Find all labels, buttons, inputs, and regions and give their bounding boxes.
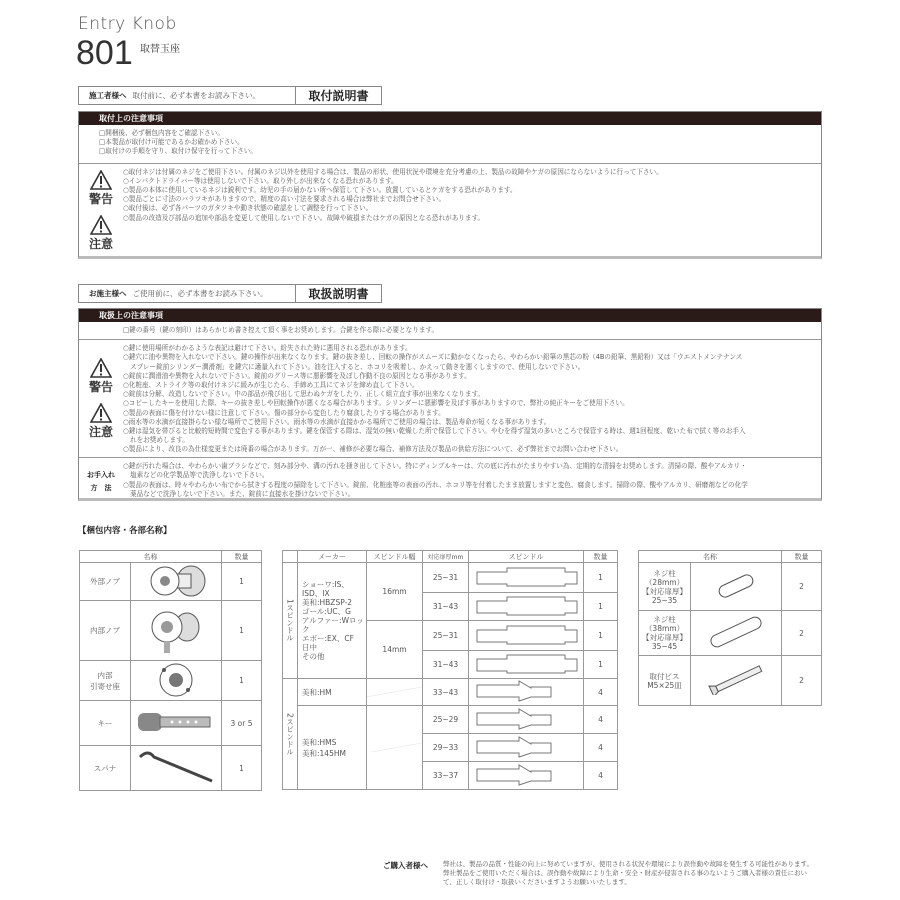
text-line: 薬品などで洗浄しないで下さい。また、錠前に直接水を掛けないで下さい。 [130, 489, 355, 498]
package-title: 【梱包内容・各部名称】 [78, 526, 172, 536]
inner-knob-image [131, 601, 222, 661]
text-line: 塩素などの化学製品等で洗浄しないで下さい。 [130, 471, 269, 480]
screw-row [639, 656, 822, 706]
text-line: ○製品の表面に傷を付けない様に注意して下さい。傷の部分から変色したり腐食したりする場合があります。 [123, 408, 445, 417]
caution-icon [89, 215, 113, 252]
part-name: スパナ [80, 746, 131, 791]
caution-label: 注意 [88, 424, 113, 439]
spindle-image [469, 651, 584, 679]
part-qty: 1 [222, 661, 262, 701]
part-row [80, 661, 262, 701]
door-thickness: 33~37 [423, 762, 469, 790]
care-label-line: お手入れ [87, 470, 115, 479]
install-doc-title: 取付説明書 [295, 87, 381, 104]
col-qty: 数量 [782, 551, 822, 563]
footer-audience: ご購入者様へ [383, 861, 428, 870]
text-line: れをお奨めします。 [130, 436, 189, 445]
spindle-group-2: 2スピンドル [283, 679, 298, 790]
warning-icons [79, 164, 123, 259]
door-thickness: 29~33 [423, 734, 469, 762]
model-number: 801 [76, 34, 133, 72]
care-instructions [123, 458, 821, 505]
spindle-qty: 1 [584, 651, 618, 679]
door-thickness: 25~31 [423, 621, 469, 651]
part-name: 内部ノブ [80, 601, 131, 661]
spindle-image [469, 762, 584, 790]
spindle-image [469, 621, 584, 651]
spindle-image [469, 563, 584, 593]
spindle-image [469, 706, 584, 734]
spindle-image [469, 679, 584, 706]
warning-icon [89, 170, 113, 207]
spindle-qty: 1 [584, 621, 618, 651]
text-line: ○化粧座、ストライク等の取付けネジに緩みが生じたら、手締め工具にてネジを締め直して下さい。 [123, 381, 419, 390]
install-strip [78, 86, 382, 105]
col-name: 名称 [80, 551, 222, 563]
handling-caution-box [78, 308, 822, 501]
not-applicable-cell [367, 679, 423, 706]
spindle-qty: 1 [584, 563, 618, 593]
handling-strip [78, 284, 382, 303]
col-qty: 数量 [584, 551, 618, 563]
screw-name: ネジ柱 （28mm） 【対応扉厚】 25~35 [639, 563, 691, 611]
spindle-row [283, 706, 618, 734]
part-qty: 1 [222, 746, 262, 791]
handling-warnings [123, 340, 821, 457]
screw-row [639, 563, 822, 611]
warning-icons [79, 340, 123, 457]
model-subtitle: 取替玉座 [140, 44, 180, 55]
text-line: ○鍵が汚れた場合は、やわらかい歯ブラシなどで、刻み部分や、溝の汚れを掻き出して下さい。特にディンプルキーは、穴の底に汚れがたまりやすい為、定期的な清掃をお奨めします。清掃の際、酸やアルカリ・ [123, 462, 747, 471]
maker-list: 美和:HMS 美和:145HM [298, 706, 367, 790]
text-line: ○錠前は分解、改造しないで下さい。中の部品が飛び出して思わぬケガをしたり、正しく組立直す事が出来なくなります。 [123, 390, 485, 399]
inner-rose-image [131, 661, 222, 701]
screws-table [638, 550, 822, 706]
text-line: ○製品の本体に使用しているネジは鋭利です。幼児の手の届かない所へ保管して下さい。放置しているとケガをする恐れがあります。 [123, 186, 517, 195]
part-row [80, 563, 262, 601]
caution-icon [89, 403, 113, 440]
text-line: スプレー錠前シリンダー潤滑剤」を鍵穴に適量入れて下さい。油を注入すると、ホコリを吸着し、かえって動きを悪くしますので、使用しないで下さい。 [130, 362, 585, 371]
install-message: 取付前に、必ず本書をお読み下さい。 [132, 91, 260, 100]
spindle-width: 16mm [367, 563, 423, 621]
spindle-group-1: 1スピンドル [283, 563, 298, 679]
text-line: ○錠前に潤滑油や異物を入れないで下さい。錠前のグリース等に悪影響を及ぼし作動不良の原因となる事があります。 [123, 371, 471, 380]
door-thickness: 31~43 [423, 651, 469, 679]
footer-disclaimer: 弊社は、製品の品質・性能の向上に努めていますが、使用される状況や環境により誤作動や故障を発生する可能性があります。弊社製品をご使用いただく場合は、誤作動や故障により生命・安全・財産が侵害される事のないようご購入者様の責任において、正しく取付け・取扱いくださいますようお願いいたします。 [443, 860, 813, 886]
part-name: 内部 引寄せ座 [80, 661, 131, 701]
text-line: ○製品ごとに寸法のバラツキがありますので、精度の高い寸法を要求される場合は弊社までお問合せ下さい。 [123, 195, 446, 204]
care-label-line: 方 法 [90, 483, 112, 492]
care-label [87, 469, 115, 495]
key-image [131, 701, 222, 746]
outer-knob-image [131, 563, 222, 601]
handling-audience: お施主様へ [89, 289, 127, 298]
text-line: ○製品の表面は、時々やわらかい布でから拭きする程度の掃除をして下さい。錠前、化粧座等の表面の汚れ、ホコリ等を付着したまま放置しますと変色、腐食します。掃除の際、酸やアルカリ、研磨剤などの化学 [123, 480, 748, 489]
screw-name: ネジ柱 （38mm） 【対応扉厚】 35~45 [639, 611, 691, 656]
part-row [80, 701, 262, 746]
spanner-image [131, 746, 222, 791]
handling-message: ご使用前に、必ず本書をお読み下さい。 [132, 289, 268, 298]
text-line: □開梱後、必ず梱包内容をご確認下さい。 [99, 129, 224, 137]
part-row [80, 746, 262, 791]
text-line: ○取付後は、必ず各パーツのガタツキや動き状態の確認をして調整を行って下さい。 [123, 204, 373, 213]
install-caution-box [78, 111, 822, 259]
part-name: キー [80, 701, 131, 746]
text-line: ○雨水等の水滴が直接掛らない様な場所でご使用下さい。雨水等の水滴が直接かかる場所でご使用の場合は、製品寿命が短くなる事があります。 [123, 417, 551, 426]
col-width: スピンドル幅 [367, 551, 423, 563]
door-thickness: 25~29 [423, 706, 469, 734]
mounting-screw-image [691, 656, 782, 706]
spindle-qty: 4 [584, 762, 618, 790]
text-line: ○製品により、改良の為仕様変更または廃番の場合があります。万が一、補修が必要な場合、補修方法及び製品の供給方法について、必ず弊社までお問い合わせ下さい。 [123, 445, 623, 454]
col-spindle: スピンドル [469, 551, 584, 563]
col-name: 名称 [639, 551, 782, 563]
col-qty: 数量 [222, 551, 262, 563]
parts-table [79, 550, 262, 791]
part-qty: 1 [222, 601, 262, 661]
maker-list: 美和:HM [298, 679, 367, 706]
warning-label: 警告 [88, 379, 113, 394]
handling-caution-title: 取扱上の注意事項 [79, 309, 821, 322]
key-number-note: □鍵の番号（鍵の刻印）はあらかじめ書き控えて頂く事をお奨めします。合鍵を作る際に必要となります。 [123, 326, 439, 334]
screw-qty: 2 [782, 611, 822, 656]
part-qty: 3 or 5 [222, 701, 262, 746]
col-door-thickness: 対応扉厚mm [423, 551, 469, 563]
spindle-qty: 1 [584, 593, 618, 621]
text-line: ○取付ネジは付属のネジをご使用下さい。付属のネジ以外を使用する場合は、製品の形状、使用状況や環境を充分考慮の上、製品の故障やケガの原因にならないように行って下さい。 [123, 167, 663, 176]
door-thickness: 31~43 [423, 593, 469, 621]
screw-row [639, 611, 822, 656]
install-caution-title: 取付上の注意事項 [79, 112, 821, 125]
install-audience: 施工者様へ [89, 91, 127, 100]
part-row [80, 601, 262, 661]
text-line: ○インパクトドライバー等は使用しないで下さい。取り外しが出来なくなる恐れがあります。 [123, 176, 398, 185]
text-line: ○鍵は湿気を帯びると比較的短時間で変色する事があります。鍵を保管する際は、湿気の無い乾燥した所で保管して下さい。やむを得ず湿気の多いところで保管する時は、週1回程度、乾いた布で拭く等のお手入 [123, 427, 746, 436]
spindle-image [469, 734, 584, 762]
spindle-qty: 4 [584, 734, 618, 762]
spindle-table [282, 550, 618, 790]
screw-qty: 2 [782, 563, 822, 611]
spindle-image [469, 593, 584, 621]
install-warnings [123, 164, 821, 259]
spindle-qty: 4 [584, 706, 618, 734]
maker-list: ショーワ:IS、ISD、IX 美和:HBZSP-2 ゴール:UC、G アルファー:Wロック エボー:EX、CF 日中 その他 [298, 563, 367, 679]
screw-name: 取付ビス M5×25皿 [639, 656, 691, 706]
spindle-width: 14mm [367, 621, 423, 679]
text-line: □取付けの手順を守り、取付け保守を行って下さい。 [99, 147, 257, 156]
door-thickness: 25~31 [423, 563, 469, 593]
part-name: 外部ノブ [80, 563, 131, 601]
warning-label: 警告 [88, 192, 113, 207]
handling-doc-title: 取扱説明書 [295, 285, 381, 302]
spindle-row [283, 679, 618, 706]
text-line: □本製品が取付け可能であるかお確かめ下さい。 [99, 138, 244, 147]
col-maker: メーカー [298, 551, 367, 563]
text-line: ○コピーしたキーを使用した際、キーの抜き差しや回転操作が悪くなる場合があります。シリンダーに悪影響を及ぼす事がありますので、弊社の純正キーをご使用下さい。 [123, 399, 629, 408]
not-applicable-cell [367, 706, 423, 790]
text-line: ○製品の改造及び部品の追加や部品を変更して使用しないで下さい。故障や破損またはケガの原因となる恐れがあります。 [123, 213, 485, 222]
spindle-row [283, 563, 618, 593]
screw-post-38-image [691, 611, 782, 656]
screw-qty: 2 [782, 656, 822, 706]
install-checklist [79, 125, 821, 163]
brand-title: Entry Knob [78, 14, 177, 34]
door-thickness: 33~43 [423, 679, 469, 706]
screw-post-28-image [691, 563, 782, 611]
warning-icon [89, 358, 113, 395]
text-line: ○鍵穴に油や異物を入れないで下さい。鍵の操作が出来なくなります。鍵の抜き差し、回転の操作がスムーズに動かなくなったら、やわらかい鉛筆の黒芯の粉（4Bの鉛筆、黒鉛粉）又は「ウエストメンテナンス [123, 353, 743, 362]
part-qty: 1 [222, 563, 262, 601]
caution-label: 注意 [88, 237, 113, 252]
spindle-qty: 4 [584, 679, 618, 706]
text-line: ○鍵に使用場所がわかるような表記は避けて下さい。紛失された時に悪用される恐れがあります。 [123, 344, 412, 353]
